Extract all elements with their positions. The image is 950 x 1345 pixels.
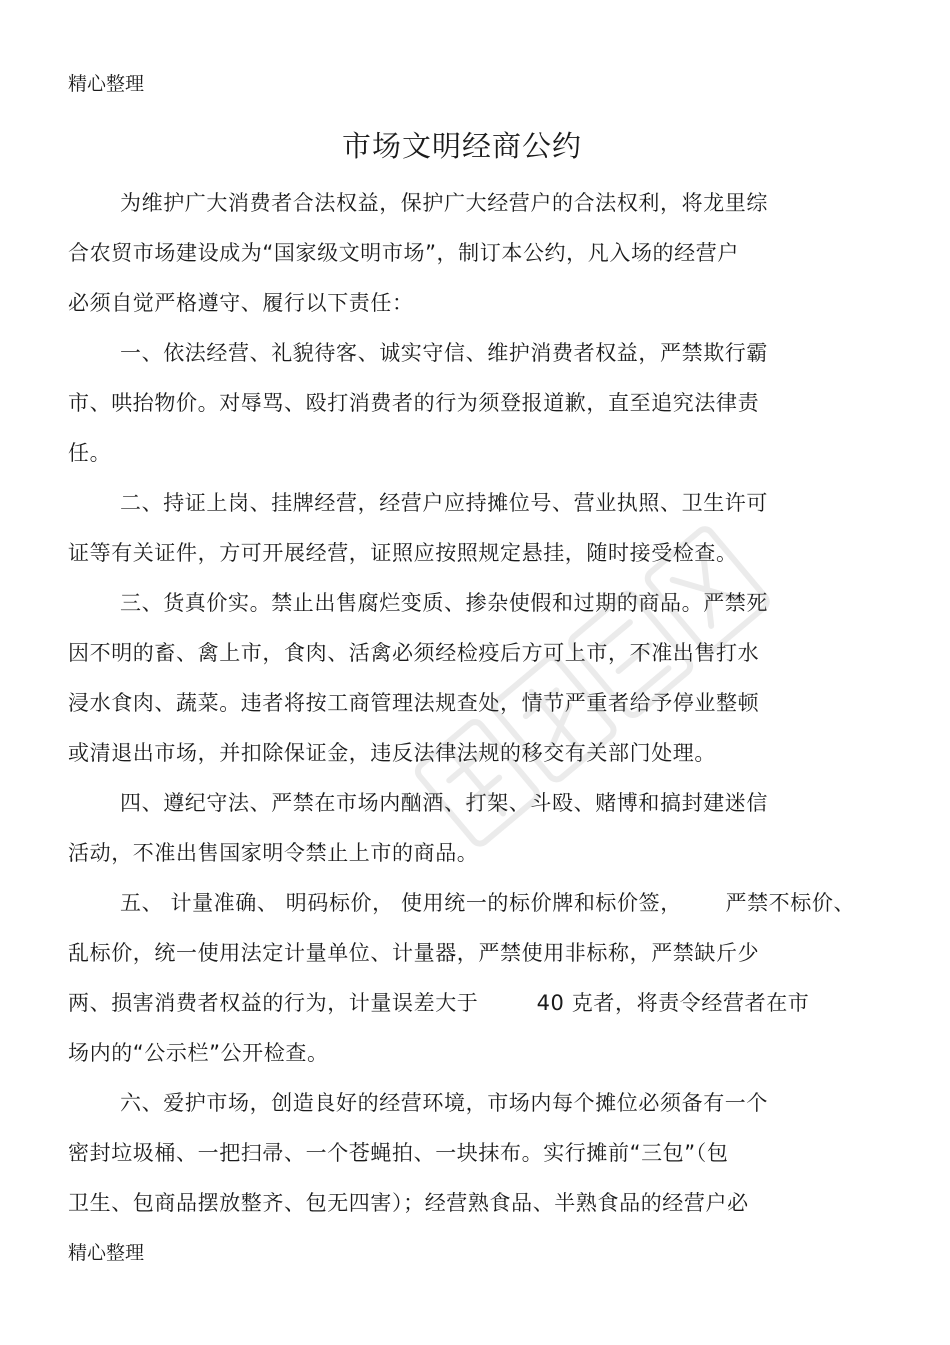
document-title: 市场文明经商公约 (341, 129, 582, 163)
paragraph-line: 乱标价，统一使用法定计量单位、计量器，严禁使用非标称，严禁缺斤少 (68, 941, 760, 965)
paragraph-line: 因不明的畜、禽上市，食肉、活禽必须经检疫后方可上市，不准出售打水 (68, 641, 760, 665)
paragraph-line: 合农贸市场建设成为“国家级文明市场”，制订本公约，凡入场的经营户 (68, 241, 739, 265)
paragraph-line: 密封垃圾桶、一把扫帚、一个苍蝇拍、一块抹布。实行摊前“三包”（包 (68, 1141, 729, 1165)
watermark-graphic (360, 400, 840, 960)
paragraph-line: 场内的“公示栏”公开检查。 (68, 1041, 329, 1065)
paragraph-line: 五、 计量准确、 明码标价， 使用统一的标价牌和标价签， 严禁不标价、 (120, 891, 856, 915)
paragraph-line: 或清退出市场，并扣除保证金，违反法律法规的移交有关部门处理。 (68, 741, 716, 765)
header-note: 精心整理 (68, 73, 145, 95)
paragraph-line: 证等有关证件，方可开展经营，证照应按照规定悬挂，随时接受检查。 (68, 541, 738, 565)
paragraph-line: 活动，不准出售国家明令禁止上市的商品。 (68, 841, 479, 865)
paragraph-line: 一、依法经营、礼貌待客、诚实守信、维护消费者权益，严禁欺行霸 (120, 341, 768, 365)
paragraph-line: 四、遵纪守法、严禁在市场内酗酒、打架、斗殴、赌博和搞封建迷信 (120, 791, 768, 815)
paragraph-line: 卫生、包商品摆放整齐、包无四害）；经营熟食品、半熟食品的经营户必 (68, 1191, 749, 1215)
paragraph-line: 六、爱护市场，创造良好的经营环境，市场内每个摊位必须备有一个 (120, 1091, 768, 1115)
paragraph-line: 市、哄抬物价。对辱骂、殴打消费者的行为须登报道歉，直至追究法律责 (68, 391, 760, 415)
paragraph-line: 二、持证上岗、挂牌经营，经营户应持摊位号、营业执照、卫生许可 (120, 491, 768, 515)
footer-note: 精心整理 (68, 1242, 145, 1264)
paragraph-line: 三、货真价实。禁止出售腐烂变质、掺杂使假和过期的商品。严禁死 (120, 591, 768, 615)
paragraph-line: 为维护广大消费者合法权益，保护广大经营户的合法权利，将龙里综 (120, 191, 768, 215)
paragraph-line: 任。 (68, 441, 112, 465)
paragraph-line: 浸水食肉、蔬菜。违者将按工商管理法规查处，情节严重者给予停业整顿 (68, 691, 760, 715)
paragraph-line: 两、损害消费者权益的行为，计量误差大于 40 克者，将责令经营者在市 (68, 991, 810, 1015)
paragraph-line: 必须自觉严格遵守、履行以下责任： (68, 291, 414, 315)
